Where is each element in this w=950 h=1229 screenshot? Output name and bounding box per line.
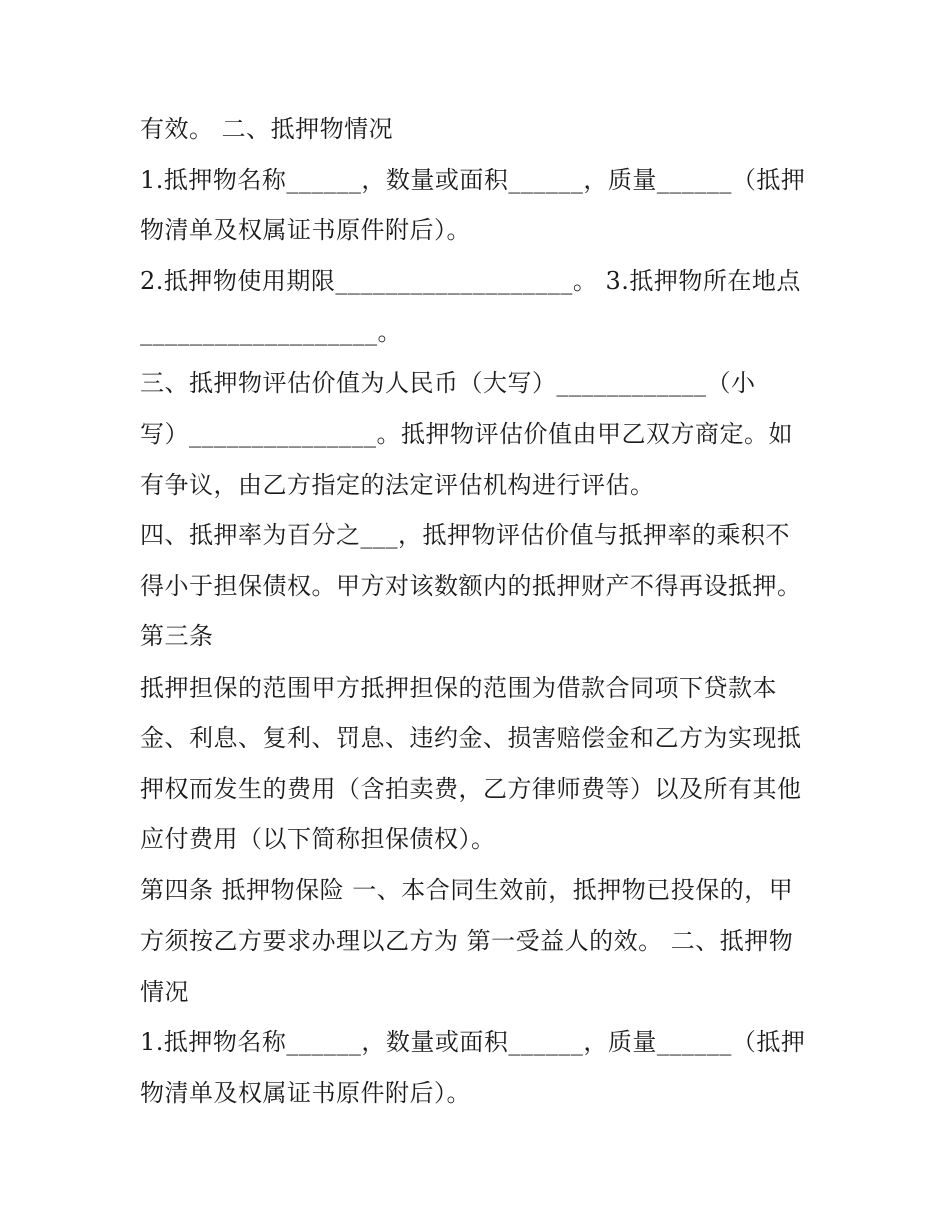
text-line: 有效。 二、抵押物情况 (140, 115, 394, 143)
text-line: ___________________。 (140, 318, 402, 346)
text-line: 三、抵押物评估价值为人民币（大写）____________（小 (140, 369, 756, 397)
text-line: 方须按乙方要求办理以乙方为 第一受益人的效。 二、抵押物 (140, 927, 794, 955)
text-line: 金、利息、复利、罚息、违约金、损害赔偿金和乙方为实现抵 (140, 724, 802, 752)
text-line: 1.抵押物名称______，数量或面积______，质量______（抵押 (140, 166, 806, 194)
text-line: 2.抵押物使用期限___________________。 3.抵押物所在地点 (140, 267, 801, 295)
text-line: 四、抵押率为百分之___，抵押物评估价值与抵押率的乘积不 (140, 521, 790, 549)
text-line: 应付费用（以下简称担保债权）。 (140, 825, 496, 853)
text-line: 押权而发生的费用（含拍卖费，乙方律师费等）以及所有其他 (140, 775, 802, 803)
text-line: 物清单及权属证书原件附后）。 (140, 1079, 471, 1107)
text-line: 得小于担保债权。甲方对该数额内的抵押财产不得再设抵押。 (140, 572, 802, 600)
text-line: 有争议，由乙方指定的法定评估机构进行评估。 (140, 471, 655, 499)
text-line: 写）_______________。抵押物评估价值由甲乙双方商定。如 (140, 420, 793, 448)
text-line: 物清单及权属证书原件附后）。 (140, 216, 471, 244)
text-line: 1.抵押物名称______，数量或面积______，质量______（抵押 (140, 1028, 806, 1056)
text-line: 抵押担保的范围甲方抵押担保的范围为借款合同项下贷款本 (140, 674, 777, 702)
section-heading: 第三条 (140, 622, 214, 650)
text-line: 第四条 抵押物保险 一、本合同生效前，抵押物已投保的，甲 (140, 876, 794, 904)
text-line: 情况 (140, 978, 189, 1006)
